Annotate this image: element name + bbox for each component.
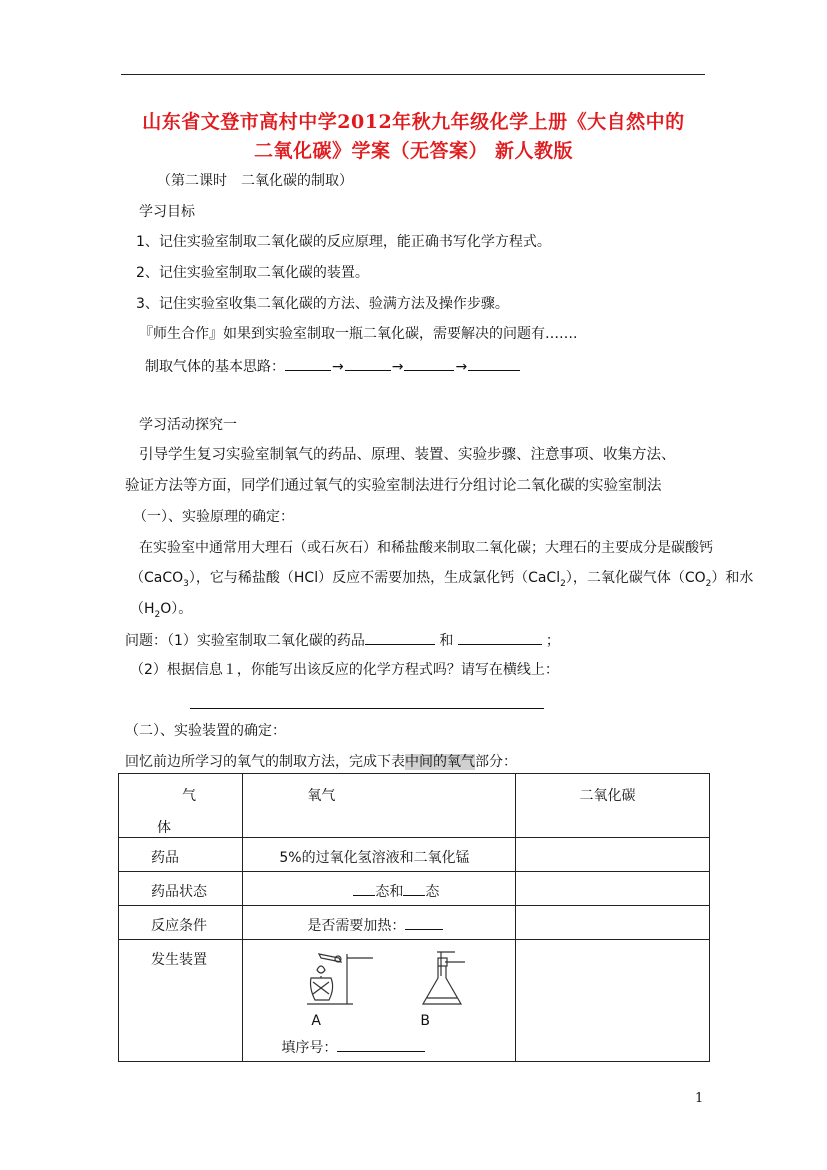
principle-line	[130, 569, 753, 593]
subscript: 2	[154, 609, 161, 620]
device-figure	[243, 940, 514, 1060]
answer-blank[interactable]	[365, 630, 435, 645]
oxygen-cell	[243, 838, 515, 872]
thinking-label: 制取气体的基本思路：	[145, 359, 285, 375]
section-heading: （二）、实验装置的确定：	[125, 723, 286, 739]
row-label-cell	[119, 872, 243, 906]
thinking-line	[145, 356, 520, 376]
text-span: （CaCO	[130, 570, 184, 586]
arrow-icon: →	[332, 359, 344, 375]
oxygen-cell	[243, 940, 515, 1062]
condition-fill	[243, 906, 514, 935]
table-row	[119, 906, 710, 940]
header-oxygen: 氧气	[307, 788, 336, 804]
table-row	[119, 872, 710, 906]
lesson-subtitle: （第二课时 二氧化碳的制取）	[157, 173, 353, 189]
text-span: 部分：	[475, 754, 517, 770]
blank-field[interactable]	[468, 356, 520, 371]
condition-blank[interactable]	[405, 915, 443, 930]
flame	[317, 966, 325, 973]
recall-line	[125, 753, 517, 771]
table-row	[119, 774, 710, 838]
header-cell	[515, 774, 709, 838]
oxygen-cell	[243, 872, 515, 906]
blank-field[interactable]	[345, 356, 391, 371]
intro-line: 引导学生复习实验室制氧气的药品、原理、装置、实验步骤、注意事项、收集方法、	[139, 447, 676, 463]
co2-cell[interactable]	[515, 940, 709, 1062]
state-text: 态和	[375, 884, 404, 900]
row-label-cell	[119, 906, 243, 940]
principle-line	[130, 600, 192, 624]
state-blank[interactable]	[403, 881, 425, 896]
question-2: （2）根据信息１，你能写出该反应的化学方程式吗？请写在横线上：	[130, 662, 559, 678]
answer-blank[interactable]	[458, 630, 542, 645]
doc-title-line2: 二氧化碳》学案（无答案） 新人教版	[253, 140, 574, 162]
row-label: 药品	[151, 850, 179, 866]
doc-title-line1: 山东省文登市高村中学2012年秋九年级化学上册《大自然中的	[142, 111, 685, 133]
goals-heading: 学习目标	[139, 204, 195, 220]
gas-comparison-table	[118, 773, 710, 1062]
question-text: 问题：（1）实验室制取二氧化碳的药品	[125, 633, 365, 649]
text-span: ），它与稀盐酸（HCl）反应不需要加热，生成氯化钙（CaCl	[188, 570, 561, 586]
row-label: 反应条件	[151, 918, 207, 934]
header-cell	[119, 774, 243, 838]
table-row	[119, 838, 710, 872]
goal-item: 1、记住实验室制取二氧化碳的反应原理，能正确书写化学方程式。	[136, 234, 551, 250]
figure-label-a: A	[311, 1013, 321, 1029]
cooperation-text: 『师生合作』如果到实验室制取一瓶二氧化碳，需要解决的问题有…….	[139, 326, 578, 342]
arrow-icon: →	[391, 359, 404, 375]
question-text: ；	[545, 633, 560, 649]
header-cell	[243, 774, 515, 838]
goal-item: 2、记住实验室制取二氧化碳的装置。	[136, 265, 369, 281]
row-label-cell	[119, 940, 243, 1062]
state-fill	[243, 872, 514, 901]
subscript: 3	[183, 578, 189, 589]
arrow-icon: →	[455, 359, 468, 375]
principle-line: 在实验室中通常用大理石（或石灰石）和稀盐酸来制取二氧化碳；大理石的主要成分是碳酸钙	[139, 540, 713, 556]
co2-cell[interactable]	[515, 872, 709, 906]
text-span: （H	[130, 601, 155, 617]
header-co2: 二氧化碳	[579, 788, 636, 804]
co2-cell[interactable]	[515, 838, 709, 872]
apparatus-illustration	[295, 948, 485, 1012]
co2-cell[interactable]	[515, 906, 709, 940]
test-tube	[319, 954, 341, 962]
device-blank[interactable]	[337, 1037, 425, 1052]
page-number: 1	[695, 1091, 704, 1106]
header-rule	[121, 74, 705, 75]
question-1	[125, 630, 560, 650]
table-row	[119, 940, 710, 1062]
text-span: O）。	[160, 601, 193, 617]
condition-text: 是否需要加热：	[307, 918, 406, 934]
subscript: 2	[560, 578, 566, 589]
blank-field[interactable]	[285, 356, 331, 371]
row-label: 发生装置	[151, 952, 207, 968]
fill-label: 填序号：	[281, 1040, 338, 1056]
header-gas-b: 体	[157, 820, 171, 836]
state-text: 态	[425, 884, 440, 900]
row-label-cell	[119, 838, 243, 872]
figure-label-b: B	[420, 1013, 430, 1029]
section-heading: （一）、实验原理的确定：	[133, 509, 294, 525]
fill-line	[281, 1037, 425, 1057]
header-gas-a: 气	[182, 788, 196, 804]
lamp-mesh	[313, 982, 329, 994]
text-span: 回忆前边所学习的氧气的制取方法，完成下表	[125, 754, 405, 770]
blank-field[interactable]	[404, 356, 454, 371]
state-blank[interactable]	[353, 881, 375, 896]
intro-line: 验证方法等方面，同学们通过氧气的实验室制法进行分组讨论二氧化碳的实验室制法	[125, 478, 662, 494]
question-text: 和	[439, 633, 454, 649]
activity-heading: 学习活动探究一	[139, 417, 237, 433]
goal-item: 3、记住实验室收集二氧化碳的方法、验满方法及操作步骤。	[136, 296, 509, 312]
text-span: ），二氧化碳气体（CO	[565, 570, 706, 586]
subscript: 2	[705, 578, 712, 589]
highlighted-text: 中间的氧气	[405, 754, 475, 770]
oxygen-value: 5%的过氧化氢溶液和二氧化锰	[279, 850, 470, 866]
text-span: ）和水	[711, 570, 754, 586]
oxygen-cell	[243, 906, 515, 940]
equation-blank[interactable]	[190, 708, 544, 709]
row-label: 药品状态	[151, 884, 207, 900]
